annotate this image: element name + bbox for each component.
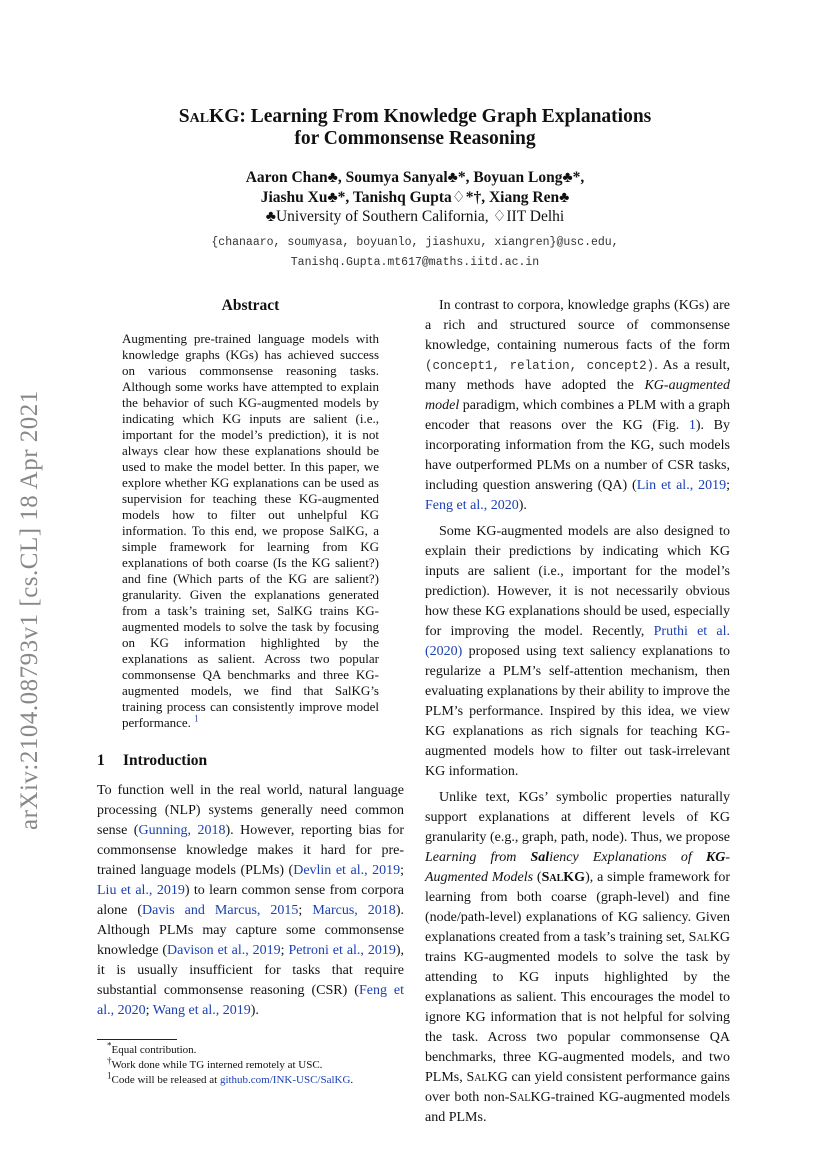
authors-line2: Jiashu Xu♣*, Tanishq Gupta♢*†, Xiang Ren♣ [260, 189, 570, 206]
footnote-text: . [350, 1074, 354, 1086]
footnote-tg-intern [97, 1055, 404, 1073]
emphasis-bold: KG [705, 850, 726, 865]
citation-link[interactable]: Feng et al., 2020 [97, 983, 405, 1018]
citation-link[interactable]: Liu et al., 2019 [97, 883, 185, 898]
footnote-mark: 1 [107, 1070, 112, 1081]
text-run: ). However, reporting bias for commonsense knowledge makes it hard for pre-trained language models (PLMs) ( [97, 823, 404, 878]
text-run: ; [280, 943, 289, 958]
abstract-heading: Abstract [221, 297, 280, 314]
text-run: paradigm, which combines a PLM with a graph encoder that reasons over the KG (Fig. [425, 398, 730, 433]
text-run: ) to learn common sense from corpora alone ( [97, 883, 404, 918]
paper-title [120, 106, 710, 150]
footnote-text: Equal contribution. [111, 1044, 197, 1056]
footnote-mark: * [107, 1040, 112, 1051]
triple-notation: (concept1, relation, concept2) [425, 359, 655, 373]
text-run: Unlike text, KGs’ symbolic properties naturally support explanations at different levels of KG granularity (e.g., graph, path, node). Thus, we propose [425, 790, 730, 845]
affiliations: ♣University of Southern California, ♢IIT Delhi [265, 208, 565, 225]
title-line2: for Commonsense Reasoning [294, 128, 536, 149]
text-run: proposed using text saliency explanations to regularize a PLM’s self-attention mechanism, then evaluating explanations by their ability to improve the PLM’s performance. Inspired by this idea, we view KG explanations as rich signals for teaching KG-augmented models how to filter out task-irrelevant KG information. [425, 644, 730, 779]
left-column [97, 296, 404, 1088]
citation-link[interactable]: Wang et al., 2019 [152, 1003, 251, 1018]
title-line1: : Learning From Knowledge Graph Explanations [239, 106, 652, 127]
text-run: ( [533, 870, 542, 885]
citation-link[interactable]: Pruthi et al. (2020) [425, 624, 730, 659]
footnote-mark: † [107, 1055, 112, 1066]
system-name: SalKG [541, 870, 586, 885]
text-run: -Augmented Models [425, 850, 730, 885]
email-line2: Tanishq.Gupta.mt617@maths.iitd.ac.in [290, 256, 540, 269]
section-title: Introduction [123, 752, 208, 769]
right-paragraph-2 [425, 522, 730, 782]
email-line1: {chanaaro, soumyasa, boyuanlo, jiashuxu, xiangren}@usc.edu, [211, 236, 619, 249]
footnote-text: Code will be released at [111, 1074, 220, 1086]
text-run: To function well in the real world, natural language processing (NLP) systems generally need common sense ( [97, 783, 404, 838]
right-paragraph-1 [425, 296, 730, 516]
text-run: ; [400, 863, 405, 878]
citation-link[interactable]: Gunning, 2018 [138, 823, 226, 838]
emphasis: KG-augmented model [425, 378, 730, 413]
text-run: Some KG-augmented models are also designed to explain their predictions by indicating which KG inputs are salient (i.e., important for the model’s prediction). However, it is not necessarily obvious how these KG explanations should be used, especially for improving the model. Recently, [425, 524, 730, 639]
text-run: ). By incorporating information from the KG, such models have outperformed PLMs on a number of CSR tasks, including question answering (QA) ( [425, 418, 731, 493]
citation-link[interactable]: Devlin et al., 2019 [293, 863, 401, 878]
emphasis-bold: Sal [530, 850, 550, 865]
right-column [425, 296, 730, 1128]
figure-link[interactable]: 1 [688, 418, 696, 433]
text-run: iency Explanations of [549, 850, 706, 865]
abstract-text [122, 331, 379, 731]
text-run: ). Although PLMs may capture some commonsense knowledge ( [97, 903, 404, 958]
citation-link[interactable]: Feng et al., 2020 [425, 498, 519, 513]
text-run: In contrast to corpora, knowledge graphs (KGs) are a rich and structured source of commonsense knowledge, containing numerous facts of the form [425, 298, 730, 353]
text-run: . As a result, many methods have adopted the [425, 358, 730, 393]
text-run: ). [250, 1003, 259, 1018]
intro-paragraph-1 [97, 781, 404, 1021]
arxiv-stamp: arXiv:2104.08793v1 [cs.CL] 18 Apr 2021 [16, 390, 43, 830]
text-run: can yield consistent performance gains over both non- [425, 1070, 730, 1105]
text-run: ). [518, 498, 527, 513]
section-heading-introduction [97, 751, 404, 771]
citation-link[interactable]: Lin et al., 2019 [636, 478, 727, 493]
abstract-body: Augmenting pre-trained language models with knowledge graphs (KGs) has achieved success on various commonsense reasoning tasks. Although some works have attempted to explain the behavior of such KG-augmented models by indicating which KG inputs are salient (i.e., important for the model’s prediction), it is not always clear how these explanations should be used to make the model better. In this paper, we explore whether KG explanations can be used as supervision for teaching these KG-augmented models how to filter out unhelpful KG information. To this end, we propose SalKG, a simple framework for learning from KG explanations of both coarse (Is the KG salient?) and fine (Which parts of the KG are salient?) granularity. Given the explanations generated from a task’s training set, SalKG trains KG-augmented models to solve the task by focusing on KG information highlighted by the explanations as salient. Across two popular commonsense QA benchmarks and three KG-augmented models, we find that SalKG’s training process can consistently improve model performance. [122, 331, 379, 730]
abstract-footnote-link[interactable]: 1 [194, 713, 199, 724]
text-run: trains KG-augmented models to solve the task by attending to KG inputs highlighted by the explanations as salient. This encourages the model to ignore KG information that is not helpful for solving the task. Across two popular commonsense QA benchmarks, three KG-augmented models, and two PLMs, [425, 950, 730, 1085]
citation-link[interactable]: Davis and Marcus, 2015 [142, 903, 299, 918]
citation-link[interactable]: Petroni et al., 2019 [288, 943, 396, 958]
citation-link[interactable]: Davison et al., 2019 [167, 943, 281, 958]
footnote-text: Work done while TG interned remotely at USC. [111, 1059, 323, 1071]
text-run: ; [298, 903, 313, 918]
right-paragraph-3 [425, 788, 730, 1128]
citation-link[interactable]: Marcus, 2018 [312, 903, 396, 918]
text-run: Learning from [425, 850, 531, 865]
author-emails [120, 233, 710, 273]
text-run: ; [145, 1003, 153, 1018]
text-run: ), a simple framework for learning from both coarse (graph-level) and fine (node/path-level) explanations of KG saliency. Given explanations created from a task’s training set, [425, 870, 730, 945]
system-name: SalKG [688, 930, 730, 945]
section-number: 1 [97, 752, 105, 769]
footnote-code [97, 1070, 404, 1088]
footnote-equal-contribution [97, 1040, 404, 1058]
authors-line1: Aaron Chan♣, Soumya Sanyal♣*, Boyuan Long♣*, [245, 169, 585, 186]
author-list [120, 168, 710, 208]
system-name: SalKG [509, 1090, 551, 1105]
text-run: -trained KG-augmented models and PLMs. [425, 1090, 730, 1125]
github-link[interactable]: github.com/INK-USC/SalKG [219, 1074, 351, 1086]
system-name: SalKG [466, 1070, 508, 1085]
title-system-name: SalKG [178, 106, 240, 127]
text-run: ; [726, 478, 730, 493]
text-run: ), it is usually insufficient for tasks that require substantial commonsense reasoning (CSR) ( [97, 943, 405, 998]
